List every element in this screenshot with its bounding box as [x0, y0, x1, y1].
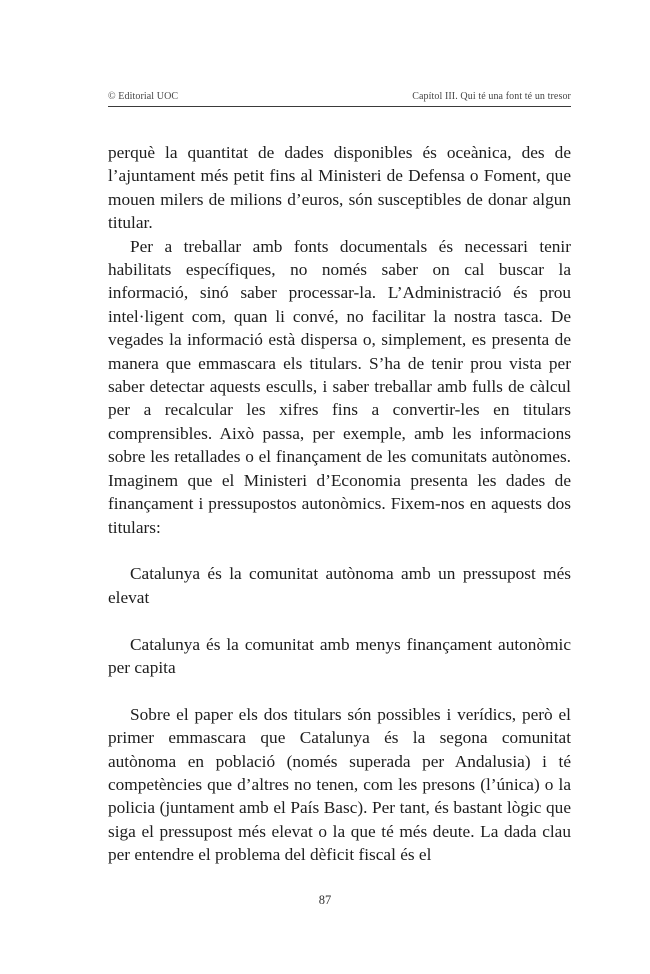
- page-number: 87: [318, 893, 332, 907]
- header-publisher: © Editorial UOC: [108, 91, 179, 102]
- page-body: [108, 141, 571, 867]
- paragraph-continuation: perquè la quantitat de dades disponibles és oceànica, des de l’ajuntament més petit fins al Ministeri de Defensa o Foment, que mouen milers de milions d’euros, són susceptibles de donar algun titular.: [108, 143, 571, 233]
- example-headline-2: Catalunya és la comunitat amb menys finançament autonòmic per capita: [108, 634, 571, 677]
- header-chapter-title: Capítol III. Qui té una font té un tresor: [412, 91, 571, 102]
- paragraph-analysis: Sobre el paper els dos titulars són possibles i verídics, però el primer emmascara que Catalunya és la segona comunitat autònoma en població (només superada per Andalusia) i té competències que d’altres no tenen, com les presons (l’única) o la policia (juntament amb el País Basc). Per tant, és bastant lògic que siga el pressupost més elevat o la que té més deute. La dada clau per entendre el problema del dèficit fiscal és el: [108, 704, 571, 865]
- paragraph-documentary-sources: Per a treballar amb fonts documentals és necessari tenir habilitats específiques, no només saber on cal buscar la informació, sinó saber processar-la. L’Administració és prou intel·ligent com, quan li convé, no facilitar la nostra tasca. De vegades la informació està dispersa o, simplement, es presenta de manera que emmascara els titulars. S’ha de tenir prou vista per saber detectar aquests esculls, i saber treballar amb fulls de càlcul per a recalcular les xifres fins a convertir-les en titulars comprensibles. Això passa, per exemple, amb les informacions sobre les retallades o el finançament de les comunitats autònomes. Imaginem que el Ministeri d’Economia presenta les dades de finançament i pressupostos autonòmics. Fixem-nos en aquests dos titulars:: [108, 236, 571, 537]
- example-headline-1: Catalunya és la comunitat autònoma amb un pressupost més elevat: [108, 564, 571, 607]
- running-header: [108, 88, 571, 107]
